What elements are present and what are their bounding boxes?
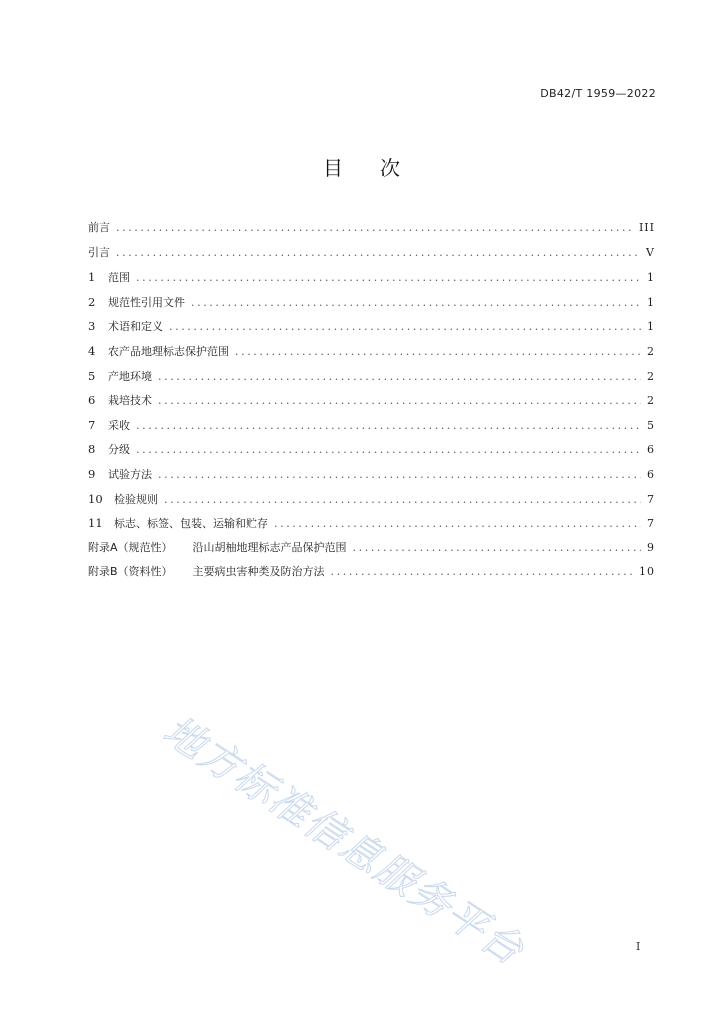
toc-leader-dots bbox=[169, 319, 641, 335]
toc-entry-number: 6 bbox=[88, 393, 96, 408]
toc-entry-number: 11 bbox=[88, 516, 103, 531]
toc-entry-page: 2 bbox=[647, 394, 655, 408]
toc-entry-6[interactable] bbox=[88, 392, 655, 417]
toc-entry-page: 2 bbox=[647, 369, 655, 383]
toc-entry-page: 7 bbox=[647, 492, 655, 506]
toc-entry-label: 术语和定义 bbox=[108, 320, 163, 334]
toc-leader-dots bbox=[158, 393, 641, 409]
toc-leader-dots bbox=[136, 270, 641, 286]
toc-entry-label: 前言 bbox=[88, 221, 110, 234]
toc-entry-page: 1 bbox=[647, 271, 655, 285]
toc-leader-dots bbox=[191, 295, 641, 311]
toc-entry-number: 3 bbox=[88, 319, 96, 334]
toc-entry-label: 引言 bbox=[88, 245, 110, 259]
toc-entry-number: 9 bbox=[88, 466, 96, 481]
toc-entry-number: 7 bbox=[88, 417, 96, 432]
toc-entry-number: 8 bbox=[88, 442, 96, 457]
toc-leader-dots bbox=[158, 467, 641, 483]
toc-entry-page: 1 bbox=[647, 295, 655, 309]
toc-entry-subtitle: 主要病虫害种类及防治方法 bbox=[192, 565, 325, 579]
toc-entry-label: 附录A（规范性） bbox=[88, 540, 173, 554]
toc-leader-dots bbox=[116, 245, 640, 261]
toc-leader-dots bbox=[274, 516, 641, 532]
toc-leader-dots bbox=[136, 418, 641, 434]
toc-leader-dots bbox=[331, 564, 633, 580]
toc-leader-dots bbox=[353, 540, 641, 556]
page-title bbox=[0, 152, 724, 181]
toc-entry-number: 1 bbox=[88, 270, 96, 285]
toc-entry-number: 2 bbox=[88, 294, 96, 309]
toc-entry-label: 标志、标签、包装、运输和贮存 bbox=[114, 517, 268, 531]
toc-entry-11[interactable] bbox=[88, 515, 655, 540]
toc-leader-dots bbox=[116, 220, 633, 236]
toc-entry-8[interactable] bbox=[88, 441, 655, 466]
toc-entry-label: 农产品地理标志保护范围 bbox=[108, 344, 229, 358]
toc-entry-2[interactable] bbox=[88, 294, 655, 319]
toc-entry-page: 1 bbox=[647, 320, 655, 334]
toc-entry-introduction[interactable] bbox=[88, 245, 655, 270]
toc-entry-page: 6 bbox=[647, 443, 655, 457]
toc-entry-page: V bbox=[646, 245, 655, 259]
toc-entry-page: 7 bbox=[647, 517, 655, 531]
toc-entry-label: 采收 bbox=[108, 418, 130, 432]
toc-entry-label: 范围 bbox=[108, 271, 130, 285]
toc-entry-appendix-a[interactable] bbox=[88, 540, 655, 565]
toc-entry-number: 5 bbox=[88, 368, 96, 383]
toc-leader-dots bbox=[164, 492, 641, 508]
toc-entry-label: 附录B（资料性） bbox=[88, 565, 173, 579]
toc-entry-label: 栽培技术 bbox=[108, 394, 152, 408]
toc-entry-number: 10 bbox=[88, 491, 103, 506]
toc-entry-label: 检验规则 bbox=[114, 492, 158, 506]
toc-entry-page: 9 bbox=[647, 540, 655, 554]
toc-entry-7[interactable] bbox=[88, 417, 655, 442]
toc-leader-dots bbox=[136, 442, 641, 458]
toc-entry-4[interactable] bbox=[88, 343, 655, 368]
page-title-part2: 次 bbox=[380, 156, 401, 180]
toc-leader-dots bbox=[235, 344, 641, 360]
toc-entry-9[interactable] bbox=[88, 466, 655, 491]
toc-entry-label: 规范性引用文件 bbox=[108, 295, 185, 309]
toc-entry-page: 6 bbox=[647, 467, 655, 481]
table-of-contents bbox=[88, 220, 655, 589]
toc-leader-dots bbox=[158, 369, 641, 385]
page-title-part1: 目 bbox=[323, 156, 344, 180]
standard-code: DB42/T 1959—2022 bbox=[540, 87, 656, 100]
toc-entry-label: 分级 bbox=[108, 443, 130, 457]
toc-entry-5[interactable] bbox=[88, 368, 655, 393]
toc-entry-page: 5 bbox=[647, 418, 655, 432]
toc-entry-subtitle: 沿山胡柚地理标志产品保护范围 bbox=[192, 540, 347, 554]
toc-entry-page: III bbox=[638, 221, 655, 234]
toc-entry-3[interactable] bbox=[88, 318, 655, 343]
toc-entry-page: 2 bbox=[647, 344, 655, 358]
toc-entry-10[interactable] bbox=[88, 491, 655, 516]
toc-entry-number: 4 bbox=[88, 343, 96, 358]
toc-entry-appendix-b[interactable] bbox=[88, 564, 655, 589]
toc-entry-label: 产地环境 bbox=[108, 369, 152, 383]
toc-entry-label: 试验方法 bbox=[108, 467, 152, 481]
toc-entry-foreword[interactable] bbox=[88, 220, 655, 245]
page-number: I bbox=[636, 940, 641, 953]
watermark-text: 地方标准信息服务平台 bbox=[155, 707, 533, 975]
toc-entry-1[interactable] bbox=[88, 269, 655, 294]
toc-entry-page: 10 bbox=[639, 565, 655, 579]
